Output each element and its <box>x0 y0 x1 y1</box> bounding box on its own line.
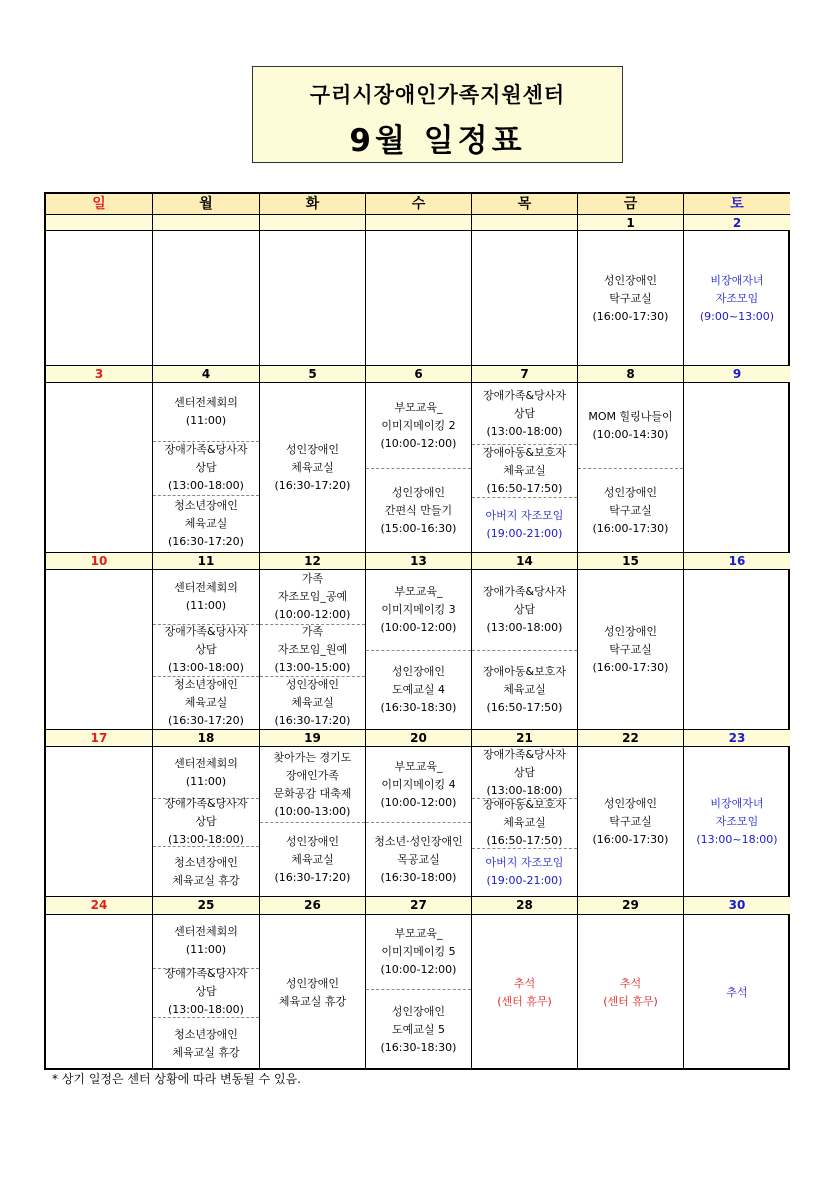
day-cell <box>684 570 790 730</box>
event <box>578 468 683 553</box>
weekday-header: 토 <box>684 194 790 215</box>
day-cell <box>153 383 260 553</box>
event-line: (16:00-17:30) <box>592 309 669 323</box>
event-line: 체육교실 휴강 <box>278 994 347 1008</box>
event <box>366 650 471 730</box>
event-line: (19:00-21:00) <box>486 526 563 540</box>
event-line: 이미지메이킹 3 <box>381 603 456 616</box>
event-line: (16:30-17:20) <box>274 479 351 492</box>
event-line: (16:00-17:30) <box>592 661 669 674</box>
event <box>366 989 471 1070</box>
date-number: 26 <box>260 897 366 915</box>
event-line: 장애가족&당사자 <box>483 585 566 598</box>
event <box>472 650 577 730</box>
event-line: 센터전체회의 <box>174 581 238 595</box>
event-line: 자조모임_공예 <box>277 590 348 604</box>
event-line: 상담 <box>513 765 536 779</box>
event-line: (16:00-17:30) <box>592 833 669 846</box>
date-number: 9 <box>684 366 790 383</box>
event-line: 부모교육_ <box>394 759 443 773</box>
event-line: 성인장애인 <box>285 443 340 456</box>
event <box>472 798 577 849</box>
event-line: (11:00) <box>185 599 227 613</box>
day-cell <box>366 747 472 897</box>
event-line: (10:00-12:00) <box>380 963 457 977</box>
event-line: 탁구교실 <box>609 643 652 656</box>
month-title: 9월 일정표 <box>349 123 526 159</box>
day-cell <box>46 747 153 897</box>
day-cell <box>153 231 260 366</box>
event-line: (10:00-13:00) <box>274 804 351 818</box>
day-cell <box>472 383 578 553</box>
date-number: 18 <box>153 730 260 747</box>
date-number: 6 <box>366 366 472 383</box>
day-cell <box>46 383 153 553</box>
date-number: 3 <box>46 366 153 383</box>
date-number <box>46 215 153 231</box>
event-line: 장애가족&당사자 <box>164 442 248 456</box>
event-line: 장애가족&당사자 <box>483 747 566 761</box>
event <box>153 676 259 730</box>
date-number: 8 <box>578 366 684 383</box>
date-number: 13 <box>366 553 472 570</box>
event-line: 성인장애인 <box>285 834 340 848</box>
event-line: 이미지메이킹 4 <box>381 777 456 791</box>
event <box>260 570 365 625</box>
event-line: (16:30-17:20) <box>168 535 244 549</box>
event-line: 아버지 자조모임 <box>485 856 564 870</box>
event <box>153 846 259 897</box>
date-number: 2 <box>684 215 790 231</box>
event-line: (16:30-18:30) <box>380 701 457 714</box>
event-line: 센터전체회의 <box>174 756 238 770</box>
event-line: 센터전체회의 <box>174 925 238 939</box>
event <box>260 383 365 553</box>
event-line: 청소년장애인 <box>174 499 238 513</box>
event <box>260 747 365 823</box>
event-line: 자조모임_원예 <box>277 642 348 656</box>
calendar-table <box>44 192 790 1070</box>
event <box>472 747 577 799</box>
day-cell <box>260 383 366 553</box>
event <box>684 747 790 897</box>
event <box>578 570 683 730</box>
date-number: 14 <box>472 553 578 570</box>
event-line: 장애가족&당사자 <box>483 388 566 402</box>
event-line: (10:00-12:00) <box>380 436 457 450</box>
event <box>366 468 471 553</box>
day-cell <box>472 570 578 730</box>
day-cell <box>46 570 153 730</box>
weekday-header: 금 <box>578 194 684 215</box>
org-title: 구리시장애인가족지원센터 <box>309 83 566 107</box>
event <box>153 1017 259 1070</box>
event-line: MOM 힐링나들이 <box>588 409 673 423</box>
event-line: 추석 <box>726 985 748 999</box>
date-number: 28 <box>472 897 578 915</box>
event-line: (16:00-17:30) <box>592 521 669 535</box>
date-number: 20 <box>366 730 472 747</box>
event-line: 성인장애인 <box>285 677 340 691</box>
event-line: 체육교실 <box>291 852 334 866</box>
date-number: 25 <box>153 897 260 915</box>
event <box>578 915 683 1070</box>
date-number: 15 <box>578 553 684 570</box>
title-box <box>252 66 623 163</box>
event <box>472 915 577 1070</box>
event-line: (19:00-21:00) <box>486 874 563 888</box>
event-line: 탁구교실 <box>609 503 652 517</box>
date-number: 27 <box>366 897 472 915</box>
day-cell <box>260 915 366 1070</box>
event-line: 상담 <box>195 815 217 828</box>
event <box>153 495 259 553</box>
day-cell <box>684 383 790 553</box>
event-line: 성인장애인 <box>603 797 658 810</box>
date-number: 11 <box>153 553 260 570</box>
event-line: (16:30-17:20) <box>274 713 351 727</box>
event-line: 가족 <box>301 624 324 638</box>
event-line: 목공교실 <box>397 852 440 866</box>
event <box>472 570 577 651</box>
event-line: 센터전체회의 <box>174 395 238 409</box>
event-line: 부모교육_ <box>394 927 443 941</box>
event <box>472 383 577 445</box>
event-line: 성인장애인 <box>391 1004 446 1018</box>
event <box>153 798 259 847</box>
event-line: 장애아동&보호자 <box>483 665 566 678</box>
date-number: 4 <box>153 366 260 383</box>
date-number <box>366 215 472 231</box>
day-cell <box>472 747 578 897</box>
event <box>578 231 683 366</box>
date-number: 1 <box>578 215 684 231</box>
event <box>578 747 683 897</box>
event-line: 추석 <box>513 976 536 990</box>
event-line: 체육교실 <box>291 461 334 474</box>
event <box>366 915 471 990</box>
event-line: 추석 <box>619 976 642 990</box>
event-line: (13:00-18:00) <box>168 833 244 846</box>
event-line: 성인장애인 <box>285 976 340 990</box>
day-cell <box>472 231 578 366</box>
date-number: 23 <box>684 730 790 747</box>
event-line: 상담 <box>195 985 217 999</box>
event <box>366 747 471 823</box>
event-line: 탁구교실 <box>609 291 652 305</box>
event-line: 상담 <box>195 642 217 656</box>
date-number: 16 <box>684 553 790 570</box>
event-line: 성인장애인 <box>391 665 446 678</box>
event-line: 자조모임 <box>715 815 759 828</box>
event-line: 아버지 자조모임 <box>485 508 564 522</box>
date-number: 22 <box>578 730 684 747</box>
event <box>153 441 259 496</box>
event-line: 청소년·성인장애인 <box>374 834 463 848</box>
day-cell <box>153 570 260 730</box>
event <box>153 915 259 969</box>
event-line: (10:00-14:30) <box>592 427 669 441</box>
event-line: (15:00-16:30) <box>380 521 457 535</box>
event-line: 장애가족&당사자 <box>164 967 248 981</box>
day-cell <box>46 231 153 366</box>
date-number: 10 <box>46 553 153 570</box>
event-line: 성인장애인 <box>603 485 658 499</box>
event-line: 부모교육_ <box>394 585 443 598</box>
event <box>684 231 790 366</box>
event-line: (16:30-17:20) <box>168 713 244 727</box>
event-line: (13:00-15:00) <box>274 660 351 674</box>
day-cell <box>260 231 366 366</box>
date-number: 7 <box>472 366 578 383</box>
event-line: 체육교실 <box>503 683 546 696</box>
event <box>153 624 259 676</box>
event-line: (16:50-17:50) <box>486 701 563 714</box>
day-cell <box>46 915 153 1070</box>
event <box>684 915 790 1070</box>
day-cell <box>472 915 578 1070</box>
event-line: (16:30-18:00) <box>380 870 457 884</box>
event-line: 체육교실 <box>184 695 228 709</box>
event-line: (11:00) <box>185 774 227 788</box>
event-line: 도예교실 4 <box>392 683 445 696</box>
day-cell <box>260 570 366 730</box>
event-line: 장애가족&당사자 <box>164 624 248 638</box>
event-line: (센터 휴무) <box>497 994 552 1008</box>
event-line: 성인장애인 <box>603 625 658 638</box>
event <box>472 444 577 498</box>
event-line: (13:00-18:00) <box>168 660 244 674</box>
event-line: 문화공감 대축제 <box>273 786 352 800</box>
event-line: 상담 <box>513 406 536 420</box>
event-line: 장애아동&보호자 <box>483 445 566 459</box>
event-line: 간편식 만들기 <box>384 503 453 517</box>
event-line: 성인장애인 <box>391 485 446 499</box>
date-number: 21 <box>472 730 578 747</box>
event-line: (13:00-18:00) <box>168 478 244 492</box>
event-line: 체육교실 휴강 <box>172 1045 240 1059</box>
date-number: 19 <box>260 730 366 747</box>
day-cell <box>366 383 472 553</box>
event-line: 청소년장애인 <box>174 1027 238 1041</box>
day-cell <box>578 383 684 553</box>
event-line: (13:00-18:00) <box>168 1003 244 1017</box>
event <box>153 968 259 1019</box>
day-cell <box>366 915 472 1070</box>
day-cell <box>153 747 260 897</box>
event-line: (16:30-17:20) <box>274 870 351 884</box>
event <box>472 497 577 553</box>
event <box>260 822 365 897</box>
day-cell <box>366 570 472 730</box>
event-line: (11:00) <box>185 413 227 427</box>
date-number: 17 <box>46 730 153 747</box>
event-line: 체육교실 <box>503 463 546 477</box>
date-number: 30 <box>684 897 790 915</box>
event-line: (10:00-12:00) <box>380 621 457 634</box>
weekday-header: 목 <box>472 194 578 215</box>
event-line: (11:00) <box>185 943 227 957</box>
event-line: (10:00-12:00) <box>274 608 351 622</box>
event-line: 비장애자녀 <box>710 273 764 287</box>
event-line: (13:00-18:00) <box>486 424 563 438</box>
event <box>260 676 365 730</box>
weekday-header: 수 <box>366 194 472 215</box>
event-line: 찾아가는 경기도 <box>273 750 352 764</box>
event-line: 장애가족&당사자 <box>164 797 248 810</box>
event-line: (13:00-18:00) <box>486 783 563 797</box>
event-line: 체육교실 <box>184 517 228 531</box>
event-line: 상담 <box>195 460 217 474</box>
event <box>366 383 471 469</box>
event <box>260 624 365 676</box>
event-line: 가족 <box>301 572 324 586</box>
day-cell <box>578 747 684 897</box>
event <box>260 915 365 1070</box>
event-line: 이미지메이킹 2 <box>381 418 456 432</box>
event-line: 탁구교실 <box>609 815 652 828</box>
weekday-header: 월 <box>153 194 260 215</box>
event-line: (16:30-18:30) <box>380 1040 457 1054</box>
event-line: 체육교실 <box>291 695 334 709</box>
event-line: 비장애자녀 <box>710 797 764 810</box>
event-line: 청소년장애인 <box>174 677 238 691</box>
event-line: 청소년장애인 <box>174 855 238 869</box>
event <box>153 570 259 625</box>
event <box>366 570 471 651</box>
date-number <box>472 215 578 231</box>
date-number: 5 <box>260 366 366 383</box>
event-line: (센터 휴무) <box>603 994 658 1008</box>
event-line: (9:00~13:00) <box>699 309 775 323</box>
event <box>366 822 471 897</box>
event <box>472 848 577 898</box>
day-cell <box>578 231 684 366</box>
day-cell <box>684 915 790 1070</box>
day-cell <box>578 570 684 730</box>
event-line: 장애인가족 <box>285 768 340 782</box>
event-line: (16:50-17:50) <box>486 481 563 495</box>
event-line: 체육교실 휴강 <box>172 873 240 887</box>
date-number: 12 <box>260 553 366 570</box>
day-cell <box>260 747 366 897</box>
event-line: 성인장애인 <box>603 273 658 287</box>
event <box>153 747 259 799</box>
event-line: (13:00~18:00) <box>696 833 778 846</box>
weekday-header: 일 <box>46 194 153 215</box>
event-line: 부모교육_ <box>394 400 443 414</box>
event-line: 상담 <box>513 603 536 616</box>
day-cell <box>684 231 790 366</box>
event-line: 도예교실 5 <box>392 1022 445 1036</box>
date-number <box>260 215 366 231</box>
date-number <box>153 215 260 231</box>
event-line: (13:00-18:00) <box>486 621 563 634</box>
event-line: (10:00-12:00) <box>380 795 457 809</box>
event-line: 체육교실 <box>503 815 546 829</box>
event-line: 장애아동&보호자 <box>483 797 566 811</box>
day-cell <box>366 231 472 366</box>
event-line: 이미지메이킹 5 <box>381 945 456 959</box>
event-line: (16:50-17:50) <box>486 833 563 847</box>
day-cell <box>578 915 684 1070</box>
date-number: 29 <box>578 897 684 915</box>
day-cell <box>684 747 790 897</box>
footnote: * 상기 일정은 센터 상황에 따라 변동될 수 있음. <box>52 1072 301 1086</box>
date-number: 24 <box>46 897 153 915</box>
event <box>153 383 259 442</box>
weekday-header: 화 <box>260 194 366 215</box>
event <box>578 383 683 469</box>
day-cell <box>153 915 260 1070</box>
event-line: 자조모임 <box>715 291 759 305</box>
